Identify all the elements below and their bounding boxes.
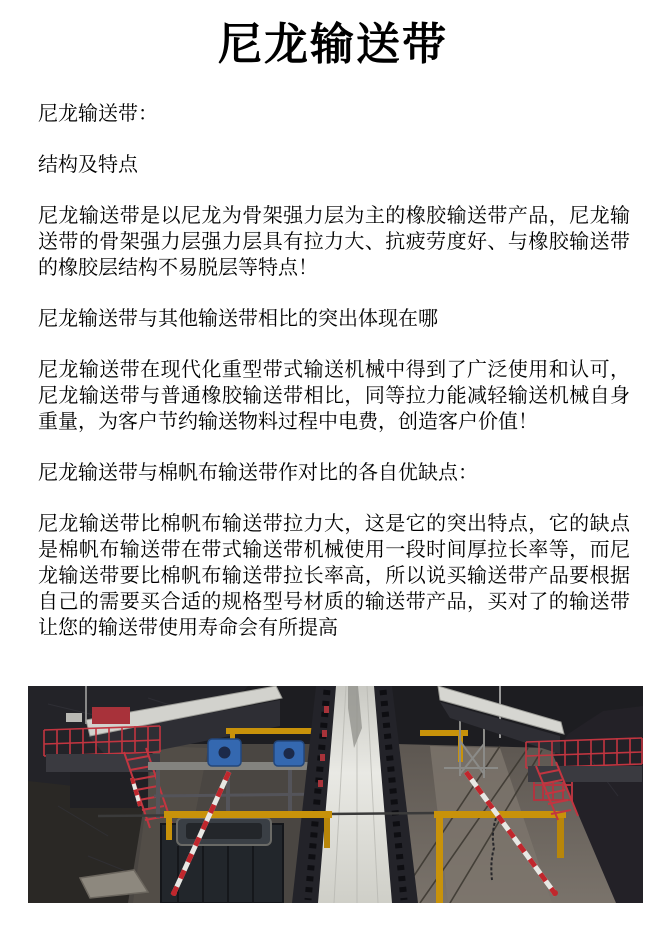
paragraph-structure-heading: 结构及特点 bbox=[38, 154, 138, 176]
page-title: 尼龙输送带 bbox=[218, 20, 448, 69]
article-body bbox=[0, 101, 666, 641]
conveyor-belt-photo bbox=[28, 686, 643, 903]
paragraph-vs-canvas-detail: 尼龙输送带比棉帆布输送带拉力大，这是它的突出特点，它的缺点是棉帆布输送带在带式输送带机械使用一段时间厚拉长率等，而尼龙输送带要比棉帆布输送带拉长率高，所以说买输送带产品要根据自己的需要买合适的规格型号材质的输送带产品，买对了的输送带让您的输送带使用寿命会有所提高 bbox=[38, 513, 630, 639]
paragraph-comparison-heading: 尼龙输送带与其他输送带相比的突出体现在哪 bbox=[38, 308, 438, 330]
paragraph-intro-label: 尼龙输送带： bbox=[38, 103, 158, 125]
paragraph-vs-canvas-heading: 尼龙输送带与棉帆布输送带作对比的各自优缺点： bbox=[38, 462, 478, 484]
paragraph-advantages: 尼龙输送带在现代化重型带式输送机械中得到了广泛使用和认可，尼龙输送带与普通橡胶输送带相比，同等拉力能减轻输送机械自身重量，为客户节约输送物料过程中电费，创造客户价值！ bbox=[38, 359, 630, 433]
paragraph-structure-detail: 尼龙输送带是以尼龙为骨架强力层为主的橡胶输送带产品，尼龙输送带的骨架强力层强力层具有拉力大、抗疲劳度好、与橡胶输送带的橡胶层结构不易脱层等特点！ bbox=[38, 205, 630, 279]
